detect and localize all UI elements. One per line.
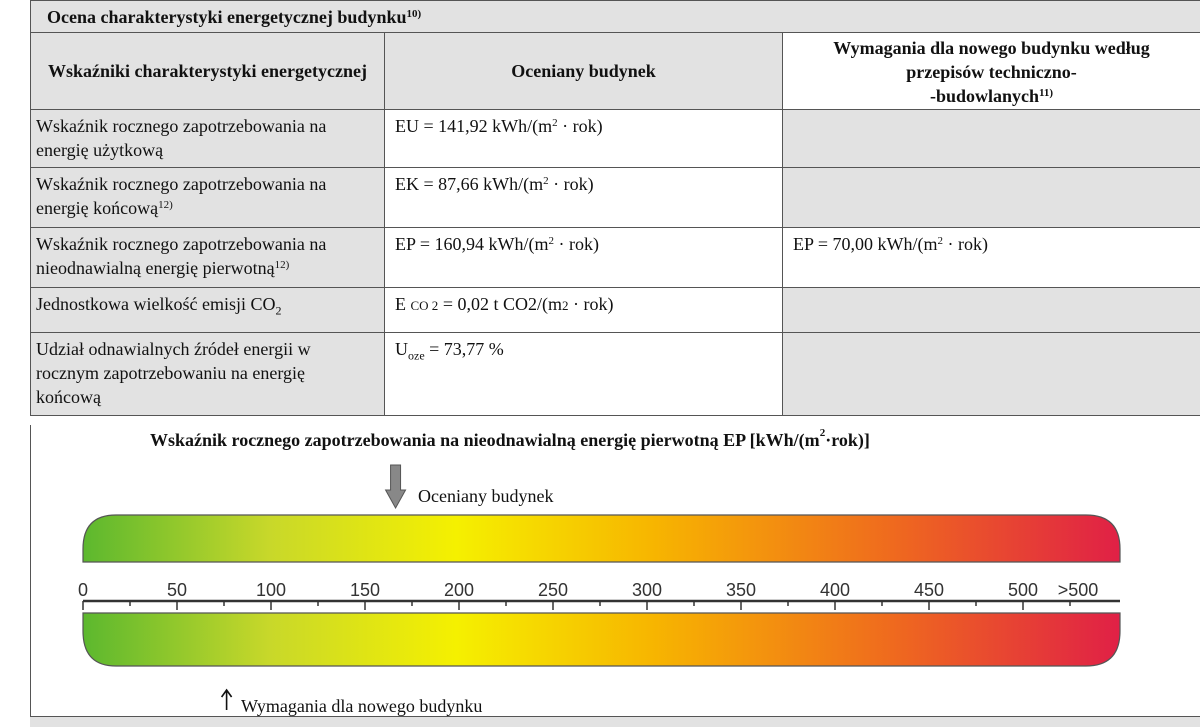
oze-label: Udział odnawialnych źródeł energii w rocznym zapotrzebowaniu na energię końcową (31, 333, 385, 416)
header-indicators: Wskaźniki charakterystyki energetycznej (31, 33, 385, 110)
oze-value: $U_{oze} = 73,77$ % (385, 333, 783, 416)
row-value: EP = 160,94 kWh/$(m^2 \cdot rok)$ (385, 228, 783, 288)
evaluated-building-arrow-icon (386, 465, 406, 508)
co2-value: E CO 2 = 0,02 t CO2/(m2 · rok) (385, 288, 783, 333)
scale-title: Wskaźnik rocznego zapotrzebowania na nieodnawialną energię pierwotną EP $[kWh/(m^2\cdot rok)]$ (150, 430, 870, 451)
row-requirement: EP = 70,00 kWh/$(m^2 \cdot rok)$ (783, 228, 1200, 288)
scale-tick-label: 100 (256, 580, 286, 600)
co2-label: Jednostkowa wielkość emisji $CO_2$ (31, 288, 385, 333)
scale-tick-label: 400 (820, 580, 850, 600)
required-value-label: Wymagania dla nowego budynku (241, 696, 482, 717)
scale-tick-label: >500 (1058, 580, 1099, 600)
next-section-bar (30, 716, 1200, 727)
scale-tick-label: 500 (1008, 580, 1038, 600)
row-value: EK = 87,66 kWh/$(m^2 \cdot rok)$ (385, 168, 783, 228)
scale-tick-label: 150 (350, 580, 380, 600)
scale-tick-label: 200 (444, 580, 474, 600)
scale-ticks (78, 580, 1098, 610)
row-label: Wskaźnik rocznego zapotrzebowania na nieodnawialną energię pierwotną$^{12)}$ (31, 228, 385, 288)
section-title: Ocena charakterystyki energetycznej budynku$^{10)}$ (31, 1, 1200, 33)
header-requirements: Wymagania dla nowego budynku według przepisów techniczno- -budowlanych$^{11)}$ (783, 33, 1200, 110)
scale-tick-label: 450 (914, 580, 944, 600)
row-label: Wskaźnik rocznego zapotrzebowania na energię końcową$^{12)}$ (31, 168, 385, 228)
scale-tick-label: 350 (726, 580, 756, 600)
evaluated-building-label: Oceniany budynek (418, 486, 553, 507)
scale-tick-label: 250 (538, 580, 568, 600)
scale-tick-label: 0 (78, 580, 88, 600)
row-value: EU = 141,92 kWh/$(m^2 \cdot rok)$ (385, 110, 783, 168)
required-value-arrow-icon (222, 690, 232, 710)
scale-bar-bottom (83, 613, 1120, 666)
header-evaluated-building: Oceniany budynek (385, 33, 783, 110)
scale-tick-label: 300 (632, 580, 662, 600)
scale-tick-label: 50 (167, 580, 187, 600)
scale-bar-top (83, 515, 1120, 562)
row-label: Wskaźnik rocznego zapotrzebowania na energię użytkową (31, 110, 385, 168)
